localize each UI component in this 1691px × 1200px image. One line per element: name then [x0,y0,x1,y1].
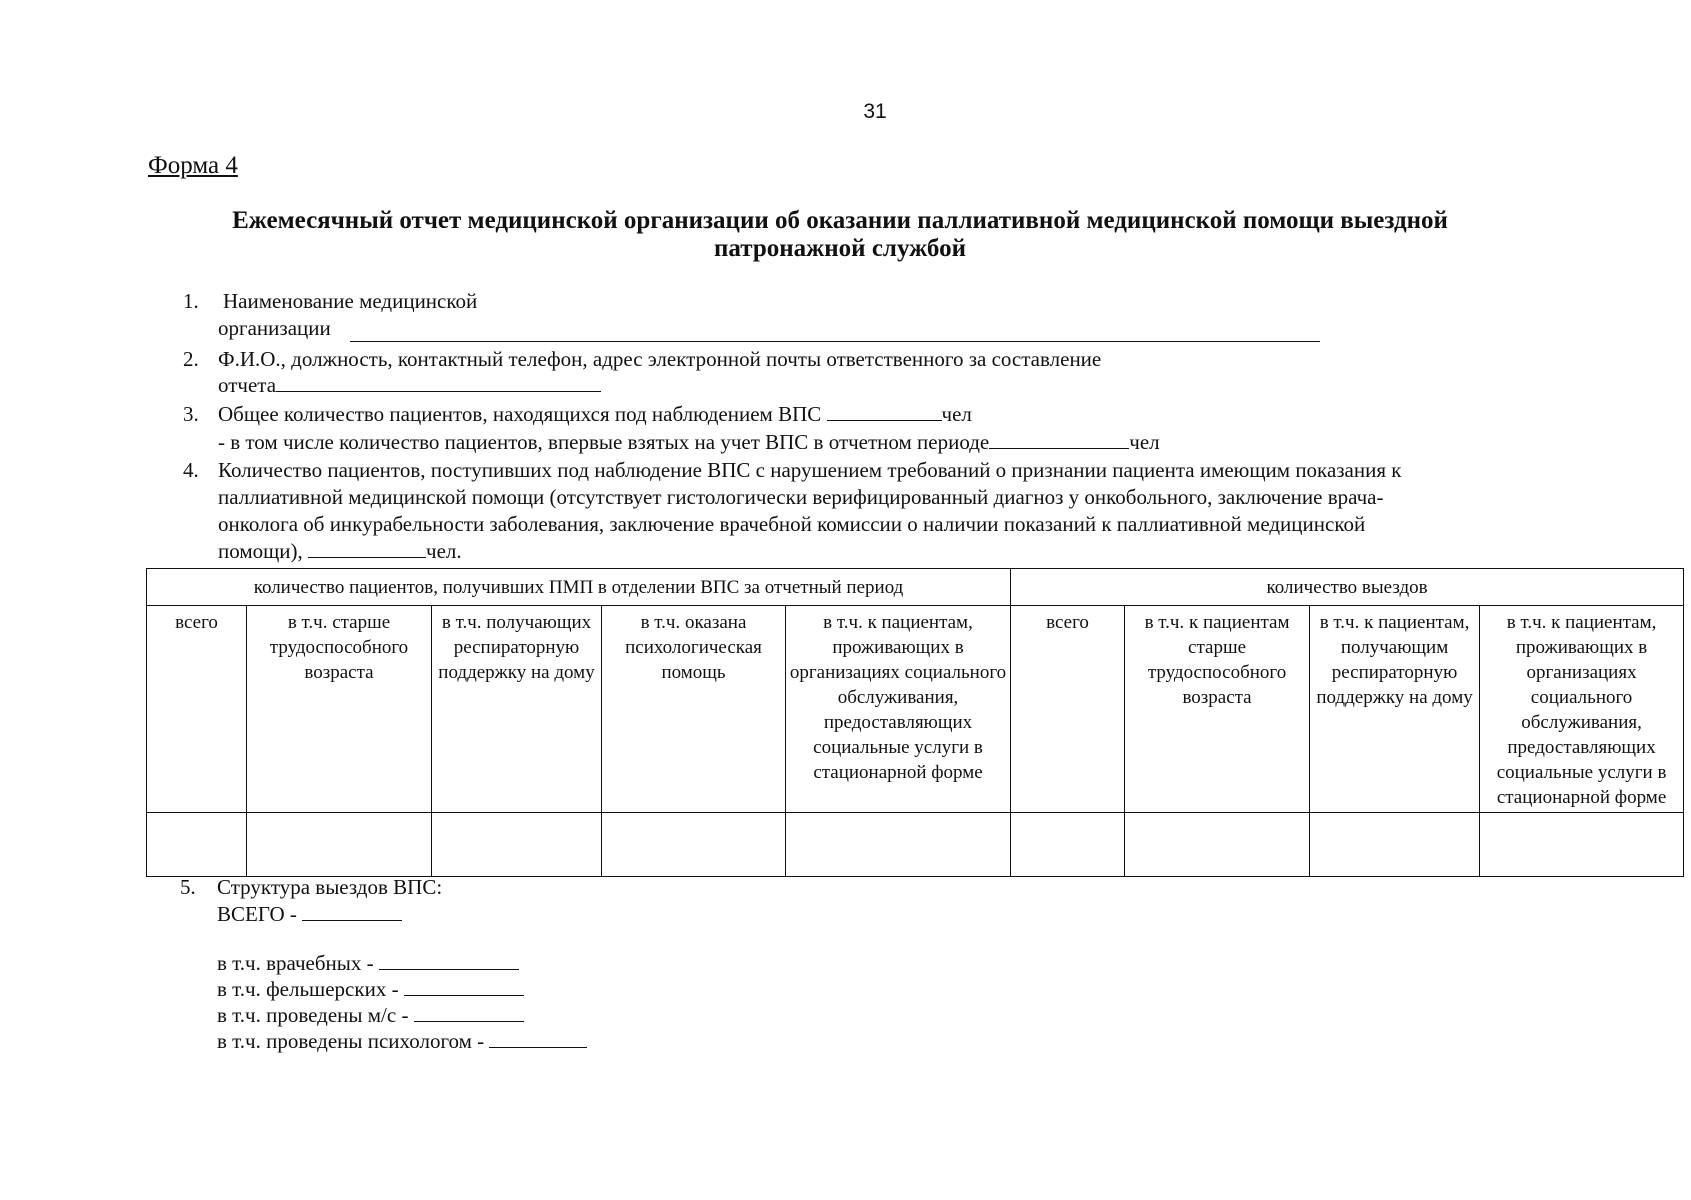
nurse-visits-label: в т.ч. проведены м/с - [217,1003,409,1027]
psychologist-visits-label: в т.ч. проведены психологом - [217,1029,485,1053]
cell-patients-psychological[interactable] [602,813,786,877]
col-header-visits-elderly: в т.ч. к пациентам старше трудоспособного возраста [1125,606,1310,813]
cell-patients-total[interactable] [147,813,247,877]
item-2-line-2 [218,372,601,398]
col-header-patients-psychological: в т.ч. оказана психологическая помощь [602,606,786,813]
report-table [146,568,1684,877]
feldsher-visits-line [217,976,524,1002]
responsible-person-blank[interactable] [276,373,601,392]
violations-count-blank[interactable] [308,539,426,558]
doctor-visits-label: в т.ч. врачебных - [217,951,374,975]
cell-visits-respiratory[interactable] [1310,813,1480,877]
cell-visits-elderly[interactable] [1125,813,1310,877]
col-header-patients-respiratory: в т.ч. получающих респираторную поддержку на дому [432,606,602,813]
col-header-visits-total: всего [1011,606,1125,813]
item-3-line-1 [218,401,972,427]
item-2-label: отчета [218,373,277,397]
nurse-visits-line [217,1002,524,1028]
document-title [140,207,1540,263]
col-header-patients-total: всего [147,606,247,813]
psychologist-visits-blank[interactable] [489,1029,587,1048]
col-header-patients-social: в т.ч. к пациентам, проживающих в организациях социального обслуживания, предоставляющих социальные услуги в стационарной форме [786,606,1011,813]
form-label: Форма 4 [148,152,238,179]
doctor-visits-blank[interactable] [379,951,519,970]
item-1-line-1: Наименование медицинской [223,289,478,313]
cell-patients-respiratory[interactable] [432,813,602,877]
item-4-line-1: Количество пациентов, поступивших под наблюдение ВПС с нарушением требований о признании пациента имеющим показания к [218,458,1402,482]
title-line-2: патронажной службой [713,235,966,262]
item-5-label: Структура выездов ВПС: [217,875,443,899]
violations-unit: чел. [426,539,462,563]
new-patients-label: - в том числе количество пациентов, впервые взятых на учет ВПС в отчетном периоде [218,430,990,454]
visits-total-label: ВСЕГО - [217,902,297,926]
title-line-1: Ежемесячный отчет медицинской организации об оказании паллиативной медицинской помощи выездной [232,207,1448,234]
doctor-visits-line [217,950,519,976]
total-patients-unit: чел [941,402,972,426]
visits-total-blank[interactable] [302,902,402,921]
col-header-patients-elderly: в т.ч. старше трудоспособного возраста [247,606,432,813]
new-patients-unit: чел [1129,430,1160,454]
item-4-label: помощи), [218,539,303,563]
item-2-number: 2. [183,347,199,371]
item-4-line-4 [218,538,462,564]
col-header-visits-respiratory: в т.ч. к пациентам, получающим респираторную поддержку на дому [1310,606,1480,813]
feldsher-visits-label: в т.ч. фельшерских - [217,977,399,1001]
patients-group-header: количество пациентов, получивших ПМП в отделении ВПС за отчетный период [147,569,1011,606]
total-patients-blank[interactable] [827,402,942,421]
page-number: 31 [863,100,887,123]
cell-visits-total[interactable] [1011,813,1125,877]
item-3-line-2 [218,429,1160,455]
col-header-visits-social: в т.ч. к пациентам, проживающих в организациях социального обслуживания, предоставляющих социальные услуги в стационарной форме [1480,606,1684,813]
visits-total-line [217,901,402,927]
new-patients-blank[interactable] [989,430,1129,449]
psychologist-visits-line [217,1028,587,1054]
feldsher-visits-blank[interactable] [404,977,524,996]
item-1-number: 1. [183,289,199,313]
item-5-number: 5. [180,875,196,899]
cell-visits-social[interactable] [1480,813,1684,877]
table-data-row [147,813,1684,877]
item-3-number: 3. [183,402,199,426]
item-4-number: 4. [183,458,199,482]
item-1-line-2: организации [218,316,331,340]
cell-patients-social[interactable] [786,813,1011,877]
cell-patients-elderly[interactable] [247,813,432,877]
total-patients-label: Общее количество пациентов, находящихся под наблюдением ВПС [218,402,822,426]
item-4-line-3: онколога об инкурабельности заболевания, заключение врачебной комиссии о наличии показаний к паллиативной медицинской [218,512,1366,536]
visits-group-header: количество выездов [1011,569,1684,606]
nurse-visits-blank[interactable] [414,1003,524,1022]
organization-name-blank[interactable] [350,340,1320,342]
item-4-line-2: паллиативной медицинской помощи (отсутствует гистологически верифицированный диагноз у онкобольного, заключение врача- [218,485,1384,509]
item-2-line-1: Ф.И.О., должность, контактный телефон, адрес электронной почты ответственного за составление [218,347,1102,371]
